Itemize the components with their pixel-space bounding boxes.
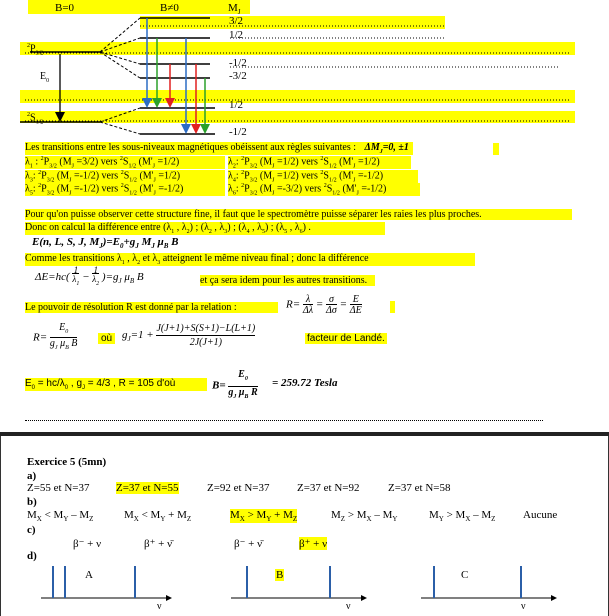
a-option-3[interactable]: Z=92 et N=37 — [207, 482, 270, 494]
a-option-2[interactable]: Z=37 et N=55 — [116, 482, 179, 494]
level-label-p-m1-2: -1/2 — [229, 57, 247, 69]
spectrum-c — [421, 566, 557, 601]
bne0-label: B≠0 — [160, 2, 179, 14]
result-value: = 259.72 Tesla — [272, 377, 338, 389]
b-option-3[interactable]: $M_X > M_Y + M_Z$ — [230, 509, 298, 524]
c-option-1[interactable]: β⁻ + ν — [73, 538, 102, 550]
spectrum-a-label[interactable]: A — [85, 569, 93, 581]
resolution-equation: R= λ Δλ = σ Δσ = E ΔE — [286, 294, 362, 316]
c-option-2[interactable]: β⁺ + ν̄ — [144, 538, 173, 550]
spectrum-c-label[interactable]: C — [461, 569, 469, 581]
lande-label: facteur de Landé. — [307, 333, 385, 344]
zeeman-level-diagram — [0, 0, 609, 142]
exercise-title: Exercice 5 (5mn) — [27, 456, 107, 468]
transition-lambda2: $\lambda_2$: $^2P_{3/2}$ $(M_J =1/2)$ vers $^2S_{1/2}$ $(M'_J =1/2)$ — [228, 156, 411, 169]
p32-label: $^2P_{3/2}$ — [27, 43, 44, 57]
energy-equation: E(n, L, S, J, $M_J)=E_0+g_J$ $M_J$ $\mu_B$ B — [32, 236, 179, 251]
rule-marker — [493, 143, 499, 155]
answer-line — [25, 420, 543, 421]
transitions-intro: Les transitions entre les sous-niveaux magnétiques obéissent aux règles suivantes : $\Delta M_J=0$, ±1 — [25, 142, 413, 155]
paragraph-idem: et ça sera idem pour les autres transitions. — [200, 275, 375, 286]
b-option-4[interactable]: $M_Z > M_X - M_Y$ — [331, 509, 398, 524]
level-label-p-3-2: 3/2 — [229, 15, 244, 27]
transition-lambda1: $\lambda_1$ : $^2P_{3/2}$ $(M_J =3/2)$ vers $^2S_{1/2}$ $(M'_J =1/2)$ — [25, 156, 225, 169]
exercise-section — [0, 436, 609, 616]
b-option-1[interactable]: $M_X < M_Y - M_Z$ — [27, 509, 94, 524]
c-label: c) — [27, 524, 36, 536]
spectrum-b-label[interactable]: B — [276, 569, 284, 581]
d-label: d) — [27, 550, 37, 562]
paragraph-fine-structure: Pour qu'on puisse observer cette structure fine, il faut que le spectromètre puisse séparer les raies les plus proches. — [25, 209, 572, 220]
level-label-p-m3-2: -3/2 — [229, 70, 247, 82]
transition-lambda6: $\lambda_6$: $^2P_{3/2}$ $(M_J =-3/2)$ vers $^2S_{1/2}$ $(M'_J =-1/2)$ — [228, 183, 420, 196]
r-equation: $R= E_0$ $g_J$ $\mu_B$ B — [33, 322, 78, 351]
paragraph-transitions: Comme les transitions $\lambda_1$ , $\lambda_2$ et $\lambda_3$ atteignent le même niveau final ; donc la différence — [25, 253, 475, 266]
level-label-p-1-2: 1/2 — [229, 29, 244, 41]
transition-lambda5: $\lambda_5$: $^2P_{3/2}$ $(M_J =-1/2)$ vers $^2S_{1/2}$ $(M'_J =-1/2)$ — [25, 183, 225, 196]
axis-label-c: ν — [521, 601, 526, 612]
e0-label: $E_0$ — [40, 71, 50, 84]
b-label: b) — [27, 496, 37, 508]
spectrum-b — [231, 566, 367, 601]
values-line: $E_0 = hc/\lambda_0$ , $g_J = 4/3$ , R = 105 d'où — [25, 378, 207, 391]
a-label: a) — [27, 470, 37, 482]
level-label-s-1-2: 1/2 — [229, 99, 244, 111]
b-equation: $B= E_0$ $g_J$ $\mu_B$ R — [212, 369, 258, 400]
paragraph-resolution: Le pouvoir de résolution R est donné par la relation : — [25, 302, 278, 313]
spectrum-a — [41, 566, 172, 601]
delta-e-equation: ΔE=hc( 1 $\lambda_1 - 1$ $\lambda_2$ )$=g_J$ $\mu_B$ B — [35, 265, 144, 287]
b-option-2[interactable]: $M_X < M_Y + M_Z$ — [124, 509, 192, 524]
b-option-5[interactable]: $M_Y > M_X - M_Z$ — [429, 509, 496, 524]
mj-header: $M_J$ — [228, 2, 241, 17]
ou-label: où — [98, 333, 115, 344]
a-option-5[interactable]: Z=37 et N=58 — [388, 482, 451, 494]
lande-equation: $g_J=1 + J(J+1)+S(S+1)-L(L+1)$ 2J(J+1) — [122, 323, 256, 348]
a-option-1[interactable]: Z=55 et N=37 — [27, 482, 90, 494]
a-option-4[interactable]: Z=37 et N=92 — [297, 482, 360, 494]
b0-label: B=0 — [55, 2, 75, 14]
s12-label: $^2S_{1/2}$ — [27, 112, 44, 126]
b-option-6[interactable]: Aucune — [523, 509, 558, 521]
transition-lambda4: $\lambda_4$: $^2P_{3/2}$ $(M_J =1/2)$ vers $^2S_{1/2}$ $(M'_J =-1/2)$ — [228, 170, 418, 183]
axis-label-b: ν — [346, 601, 351, 612]
axis-label-a: ν — [157, 601, 162, 612]
spectra-diagram — [1, 554, 608, 616]
paragraph-difference: Donc on calcul la différence entre ($\lambda_1$ , $\lambda_2$) ; ($\lambda_2$ , $\lambda_3$) ; ($\lambda_4$ , $\lambda_5$) ; ($\lambda_5$ , $\lambda_6$) . — [25, 222, 385, 235]
c-option-4[interactable]: β⁺ + ν — [299, 538, 328, 550]
c-option-3[interactable]: β⁻ + ν̄ — [234, 538, 263, 550]
transition-lambda3: $\lambda_3$: $^2P_{3/2}$ $(M_J =-1/2)$ vers $^2S_{1/2}$ $(M'_J =1/2)$ — [25, 170, 225, 183]
level-label-s-m1-2: -1/2 — [229, 126, 247, 138]
resolution-marker — [390, 301, 395, 313]
